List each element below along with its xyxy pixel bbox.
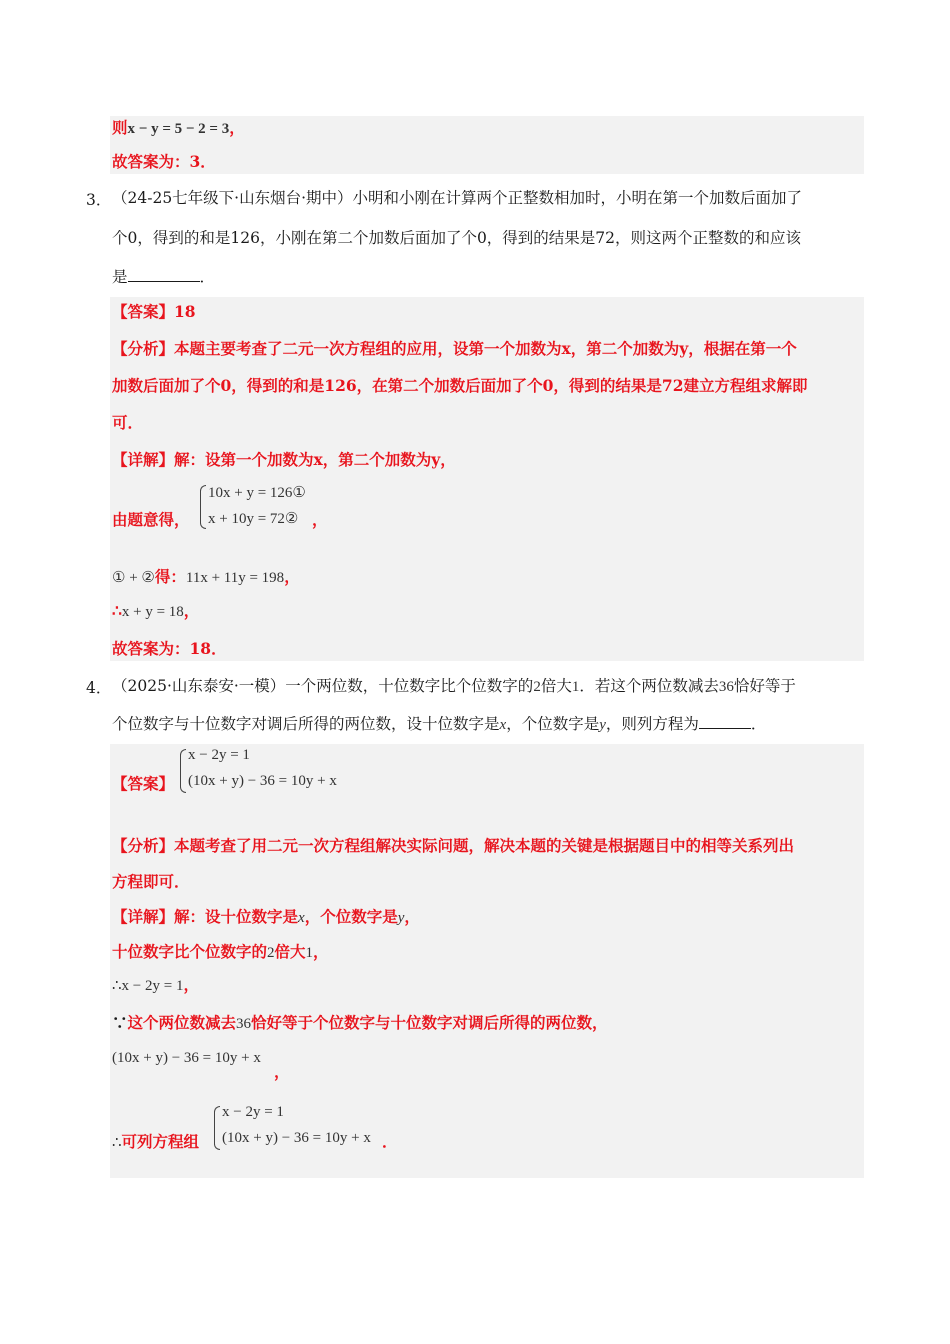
q3-detail-text1: 解：设第一个加数为x，第二个加数为y， [174, 450, 456, 469]
q4-answer-eq2: (10x + y) − 36 = 10y + x [188, 773, 337, 789]
q4-cond2-text-c: 恰好等于个位数字与十位数字对调后所得的两位数， [251, 1013, 608, 1032]
q3-stem-line3-prefix: 是 [112, 268, 128, 286]
q3-system-prefix: 由题意得， [112, 510, 190, 529]
q3-therefore-symbol: ∴ [112, 601, 122, 620]
q3-sum-mid: 得： [154, 567, 186, 586]
q4-analysis-text1: 本题考查了用二元一次方程组解决实际问题，解决本题的关键是根据题目中的相等关系列出 [174, 836, 795, 855]
q3-final-answer: 故答案为：18． [112, 639, 227, 658]
q4-analysis-line2: 方程即可． [112, 872, 190, 891]
q4-result1-math: x − 2y = 1 [121, 978, 184, 994]
q4-analysis-line1 [112, 836, 794, 856]
q4-stem-line2-a: 个位数字与十位数字对调后所得的两位数，设十位数字是 [112, 715, 500, 733]
q3-answer-line [112, 302, 196, 322]
q4-detail-line1 [112, 907, 420, 928]
q3-analysis-line3: 可． [112, 413, 144, 432]
q3-sum-suffix: ， [284, 567, 300, 586]
q3-analysis-tag: 【分析】 [112, 339, 175, 358]
q3-sum-prefix: ① + ② [112, 570, 155, 586]
q3-analysis-text1: 本题主要考查了二元一次方程组的应用，设第一个加数为x，第二个加数为y，根据在第一个 [174, 339, 797, 358]
q4-stem-line1 [112, 676, 796, 697]
q3-system-eq1: 10x + y = 126① [208, 485, 306, 501]
q3-system-eq2: x + 10y = 72② [208, 511, 299, 527]
q3-stem-line3 [112, 267, 215, 287]
q4-stem-num-36: 36 [718, 679, 734, 695]
q4-therefore-symbol-1: ∴ [112, 978, 122, 994]
q4-answer-brace [180, 749, 186, 793]
q3-result-suffix: ， [183, 601, 200, 620]
q4-cond1-text-a: 十位数字比个位数字的 [112, 942, 268, 961]
q3-stem-line3-suffix: ． [199, 268, 216, 286]
prev-then-suffix: ， [229, 118, 245, 137]
q4-result2-suffix: ， [274, 1062, 290, 1081]
q4-condition2-line [112, 1013, 608, 1034]
q3-answer-tag: 【答案】 [112, 302, 175, 321]
q4-therefore-symbol-2: ∴ [112, 1135, 122, 1151]
q4-final-brace [214, 1106, 220, 1150]
q3-detail-tag: 【详解】 [112, 450, 175, 469]
q3-analysis-line2: 加数后面加了个0，得到的和是126，在第二个加数后面加了个0，得到的结果是72建立方程组求解即 [112, 376, 808, 395]
q4-because-symbol: ∵ [112, 1013, 128, 1032]
q4-stem-line2-b: ，个位数字是 [506, 715, 600, 733]
q4-final-eq2: (10x + y) − 36 = 10y + x [222, 1130, 371, 1146]
q4-stem-text-a: （2025·山东泰安·一模）一个两位数，十位数字比个位数字的 [112, 677, 534, 695]
q4-cond1-num-1: 1 [305, 945, 314, 961]
q4-result1-suffix: ， [183, 975, 199, 994]
q4-cond1-text-e: ， [313, 942, 329, 961]
q4-answer-tag: 【答案】 [112, 774, 175, 793]
q4-stem-line2-c: ，则列方程为 [605, 715, 699, 733]
prev-then-math: x − y = 5 − 2 = 3 [127, 121, 230, 137]
q3-detail-line1 [112, 450, 456, 470]
q3-analysis-line1 [112, 339, 797, 359]
prev-then-prefix: 则 [112, 118, 128, 137]
q4-detail-var-y: y [397, 910, 405, 926]
q4-detail-tag: 【详解】 [112, 907, 175, 926]
q4-stem-line2 [112, 714, 766, 735]
q4-final-suffix: ． [382, 1132, 398, 1151]
q3-number: 3． [86, 191, 112, 209]
q4-stem-text-g: 恰好等于 [733, 677, 796, 695]
q3-sum-line [112, 567, 300, 588]
q4-stem-text-e: ．若这个两位数减去 [579, 677, 719, 695]
q4-answer-blank [699, 728, 751, 729]
q4-result1-line [112, 975, 199, 996]
q4-analysis-tag: 【分析】 [112, 836, 175, 855]
q3-stem-line1: （24-25七年级下·山东烟台·期中）小明和小刚在计算两个正整数相加时，小明在第一个加数后面加了 [112, 189, 803, 207]
q3-answer-value: 18 [174, 302, 196, 321]
q4-detail-text-b: ，个位数字是 [304, 907, 398, 926]
q4-stem-num-2: 2 [533, 679, 541, 695]
q4-stem-text-c: 倍大 [540, 677, 572, 695]
q4-stem-var-y: y [599, 717, 606, 733]
q4-answer-eq1: x − 2y = 1 [188, 747, 250, 763]
q4-condition1-line [112, 942, 329, 963]
q4-detail-var-x: x [298, 910, 305, 926]
q4-number: 4． [86, 679, 112, 697]
q4-detail-text-a: 解：设十位数字是 [174, 907, 299, 926]
q3-system-suffix: ， [312, 510, 328, 529]
q4-cond1-text-c: 倍大 [274, 942, 306, 961]
q4-final-eq1: x − 2y = 1 [222, 1104, 284, 1120]
q4-result2-line [112, 1047, 261, 1068]
q4-detail-text-c: ， [404, 907, 420, 926]
q4-stem-num-1: 1 [571, 679, 580, 695]
prev-answer: 故答案为：3． [112, 152, 216, 171]
q4-final-prefix: 可列方程组 [121, 1132, 200, 1151]
q4-final-line [112, 1132, 199, 1153]
prev-then-line [112, 118, 245, 139]
q4-stem-line2-d: ． [750, 715, 767, 733]
q4-cond1-num-2: 2 [267, 945, 275, 961]
q3-system-brace [200, 485, 206, 529]
q3-stem-line2: 个0，得到的和是126，小刚在第二个加数后面加了个0，得到的结果是72，则这两个正整数的和应该 [112, 229, 802, 247]
q3-result-math: x + y = 18 [121, 604, 184, 620]
q3-result-line [112, 601, 199, 622]
q4-result2-math: (10x + y) − 36 = 10y + x [112, 1050, 261, 1066]
q4-cond2-text-a: 这个两位数减去 [127, 1013, 237, 1032]
q3-sum-math: 11x + 11y = 198 [185, 570, 285, 586]
q4-stem-var-x: x [499, 717, 507, 733]
q3-answer-blank [128, 281, 200, 282]
q4-cond2-num-36: 36 [236, 1016, 252, 1032]
